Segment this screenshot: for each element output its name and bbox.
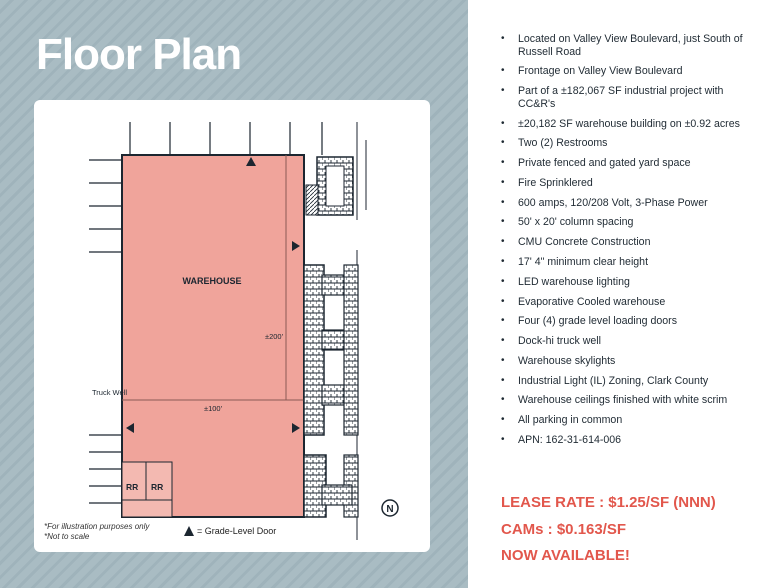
north-label: N bbox=[386, 504, 394, 515]
feature-item: • Warehouse ceilings finished with white scrim bbox=[498, 394, 748, 407]
note-scale: *Not to scale bbox=[44, 532, 90, 541]
planter-middle bbox=[304, 265, 358, 435]
feature-item: • APN: 162-31-614-006 bbox=[498, 434, 748, 447]
cams-value: $0.163/SF bbox=[556, 521, 627, 538]
feature-item: • Frontage on Valley View Boulevard bbox=[498, 65, 748, 78]
feature-item: • Four (4) grade level loading doors bbox=[498, 315, 748, 328]
north-arrow-icon bbox=[382, 500, 398, 516]
restroom-label-1: RR bbox=[126, 482, 139, 492]
feature-item: • Part of a ±182,067 SF industrial project with CC&R's bbox=[498, 85, 748, 110]
feature-item: • Evaporative Cooled warehouse bbox=[498, 296, 748, 309]
warehouse-label: WAREHOUSE bbox=[182, 276, 242, 286]
planter-upper bbox=[306, 157, 353, 215]
feature-item: • LED warehouse lighting bbox=[498, 276, 748, 289]
dimension-100: ±100' bbox=[203, 404, 223, 413]
feature-item: • All parking in common bbox=[498, 414, 748, 427]
lease-rate-label: LEASE RATE : bbox=[501, 494, 605, 511]
feature-item: • 17' 4" minimum clear height bbox=[498, 256, 748, 269]
feature-item: • ±20,182 SF warehouse building on ±0.92 acres bbox=[498, 118, 748, 131]
plan-notes bbox=[44, 522, 149, 542]
restroom-label-2: RR bbox=[151, 482, 164, 492]
features-list bbox=[498, 33, 748, 454]
floor-plan-card bbox=[34, 100, 430, 552]
feature-item: • Fire Sprinklered bbox=[498, 177, 748, 190]
cams-label: CAMs : bbox=[501, 521, 553, 538]
grade-level-door-icon bbox=[184, 526, 194, 536]
feature-item: • Warehouse skylights bbox=[498, 355, 748, 368]
feature-item: • Located on Valley View Boulevard, just South of Russell Road bbox=[498, 33, 748, 58]
parking-lines-left bbox=[89, 160, 122, 503]
cams-rate bbox=[501, 521, 626, 538]
feature-item: • Private fenced and gated yard space bbox=[498, 157, 748, 170]
floor-plan-drawing bbox=[34, 100, 430, 552]
truck-well-label: Truck Well bbox=[92, 388, 128, 397]
feature-item: • Two (2) Restrooms bbox=[498, 137, 748, 150]
right-panel bbox=[468, 0, 761, 588]
page-title: Floor Plan bbox=[36, 30, 242, 79]
lease-rate bbox=[501, 494, 716, 511]
parking-lines-top bbox=[130, 122, 322, 155]
planter-lower bbox=[304, 455, 358, 517]
lease-rate-value: $1.25/SF (NNN) bbox=[608, 494, 716, 511]
legend bbox=[184, 526, 276, 536]
note-illustration: *For illustration purposes only bbox=[44, 522, 150, 531]
feature-item: • CMU Concrete Construction bbox=[498, 236, 748, 249]
availability: NOW AVAILABLE! bbox=[501, 547, 630, 564]
dimension-200: ±200' bbox=[264, 332, 284, 341]
legend-text: = Grade-Level Door bbox=[197, 526, 277, 536]
feature-item: • 50' x 20' column spacing bbox=[498, 216, 748, 229]
feature-item: • Industrial Light (IL) Zoning, Clark County bbox=[498, 375, 748, 388]
feature-item: • 600 amps, 120/208 Volt, 3-Phase Power bbox=[498, 197, 748, 210]
feature-item: • Dock-hi truck well bbox=[498, 335, 748, 348]
